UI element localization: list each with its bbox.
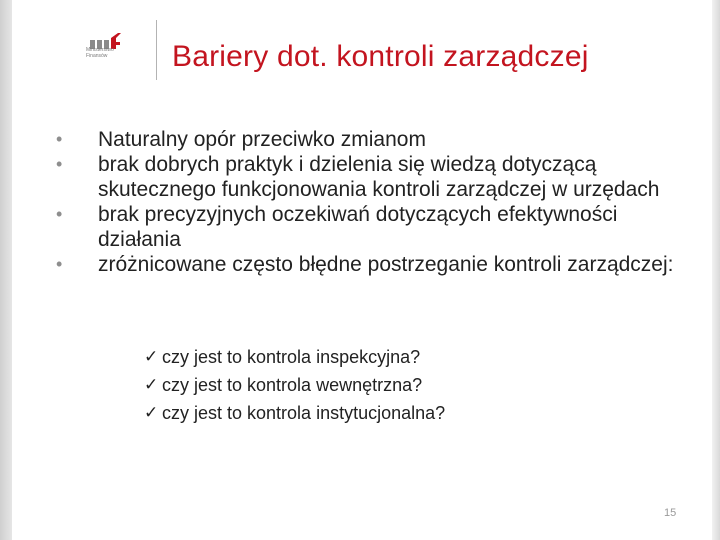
logo-caption-line2: Finansów <box>86 53 108 59</box>
checkmark-icon: ✓ <box>144 347 159 366</box>
bullet-marker: • <box>56 154 63 174</box>
bullet-item <box>56 202 676 252</box>
checkmark-icon: ✓ <box>144 403 159 422</box>
title-divider <box>156 20 157 80</box>
bullet-list <box>56 127 676 277</box>
bullet-item <box>56 127 676 152</box>
check-text: czy jest to kontrola instytucjonalna? <box>162 403 446 423</box>
page-number: 15 <box>664 507 677 519</box>
check-item <box>144 343 445 371</box>
bullet-text: Naturalny opór przeciwko zmianom <box>98 128 426 151</box>
check-text: czy jest to kontrola inspekcyjna? <box>162 347 421 367</box>
logo-caption <box>86 47 146 59</box>
bullet-marker: • <box>56 129 63 149</box>
bullet-text: brak precyzyjnych oczekiwań dotyczących efektywności działania <box>98 203 618 251</box>
check-text: czy jest to kontrola wewnętrzna? <box>162 375 423 395</box>
check-item <box>144 399 445 427</box>
bullet-item <box>56 152 676 202</box>
right-decor-band <box>712 0 720 540</box>
check-item <box>144 371 445 399</box>
logo-caption-line1: Ministerstwo <box>86 47 114 53</box>
bullet-marker: • <box>56 254 63 274</box>
checkmark-icon: ✓ <box>144 375 159 394</box>
bullet-text: brak dobrych praktyk i dzielenia się wiedzą dotyczącą skutecznego funkcjonowania kontroli zarządczej w urzędach <box>98 153 660 201</box>
bullet-item <box>56 252 676 277</box>
left-decor-band <box>0 0 12 540</box>
check-list <box>144 343 445 427</box>
slide-title: Bariery dot. kontroli zarządczej <box>172 40 589 73</box>
bullet-marker: • <box>56 204 63 224</box>
bullet-text: zróżnicowane często błędne postrzeganie kontroli zarządczej: <box>98 253 674 276</box>
